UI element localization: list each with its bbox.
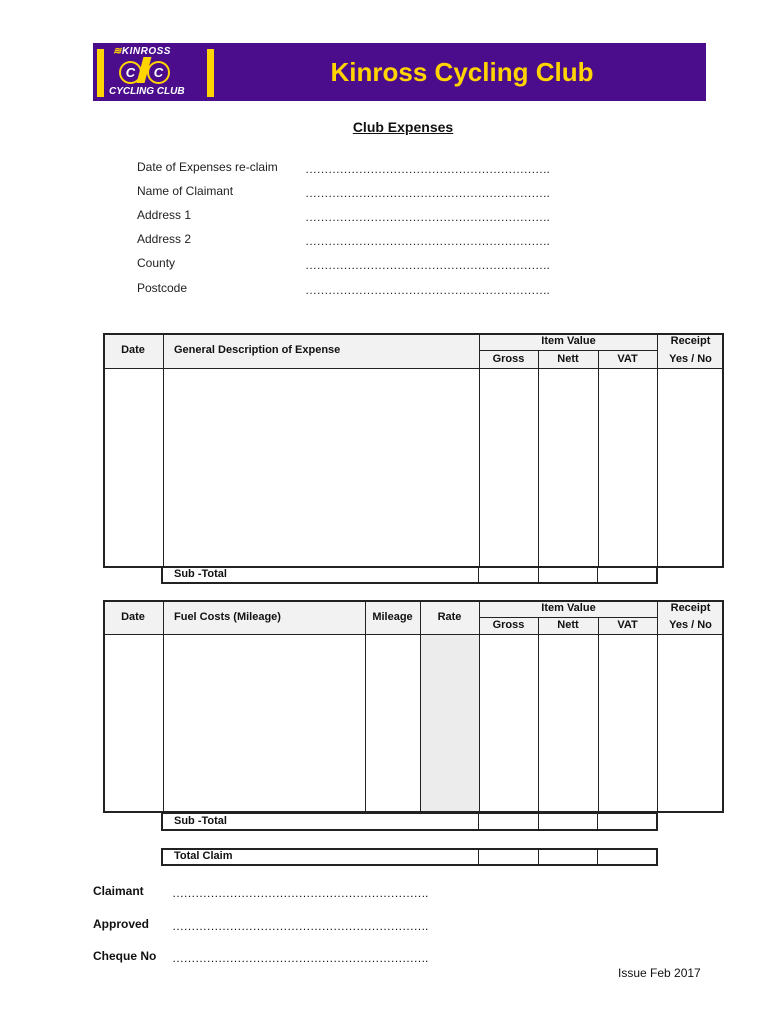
logo-wordmark-top: ≋KINROSS	[113, 46, 171, 57]
field-address-2-input[interactable]: ……………………………………………………….	[305, 234, 550, 248]
total-claim-label: Total Claim	[174, 850, 233, 862]
field-label-address-1: Address 1	[137, 208, 192, 222]
field-label-date: Date of Expenses re-claim	[137, 160, 278, 174]
fuel-table	[103, 600, 724, 813]
total-claim-row	[161, 848, 658, 866]
fuel-col-receipt: Receipt	[670, 602, 711, 614]
fuel-col-gross: Gross	[492, 619, 525, 631]
expense-col-description: General Description of Expense	[174, 344, 341, 356]
expense-col-date: Date	[121, 344, 145, 356]
field-date-input[interactable]: ……………………………………………………….	[305, 162, 550, 176]
approved-label: Approved	[93, 917, 150, 931]
expense-col-vat: VAT	[617, 353, 638, 365]
expense-col-item-value: Item Value	[541, 335, 596, 347]
logo-ring-right: C	[147, 61, 170, 84]
field-county-input[interactable]: ……………………………………………………….	[305, 258, 550, 272]
cheque-no-label: Cheque No	[93, 949, 157, 963]
logo-ring-left: C	[119, 61, 142, 84]
expense-col-receipt: Receipt	[670, 335, 711, 347]
expense-table	[103, 333, 724, 568]
fuel-col-date: Date	[121, 611, 145, 623]
field-label-claimant: Name of Claimant	[137, 184, 234, 198]
fuel-col-nett: Nett	[557, 619, 579, 631]
fuel-col-item-value: Item Value	[541, 602, 596, 614]
fuel-col-receipt-yes-no: Yes / No	[669, 619, 712, 631]
claimant-label: Claimant	[93, 884, 144, 898]
club-logo	[93, 43, 218, 101]
fuel-subtotal-row	[161, 812, 658, 831]
fuel-col-mileage: Mileage	[372, 611, 413, 623]
logo-bar-left	[97, 49, 104, 97]
claimant-signature-field[interactable]: ………………………………………………………….	[172, 886, 428, 900]
fuel-col-rate: Rate	[437, 611, 462, 623]
field-address-1-input[interactable]: ……………………………………………………….	[305, 210, 550, 224]
expense-col-receipt-yes-no: Yes / No	[669, 353, 712, 365]
field-label-county: County	[137, 256, 176, 270]
expense-col-gross: Gross	[492, 353, 525, 365]
field-postcode-input[interactable]: ……………………………………………………….	[305, 283, 550, 297]
issue-date: Issue Feb 2017	[618, 966, 701, 980]
logo-wordmark-bottom: CYCLING CLUB	[109, 86, 185, 97]
expense-subtotal-label: Sub -Total	[174, 568, 227, 580]
field-label-address-2: Address 2	[137, 232, 192, 246]
club-name: Kinross Cycling Club	[330, 57, 594, 87]
field-claimant-input[interactable]: ……………………………………………………….	[305, 186, 550, 200]
fuel-subtotal-label: Sub -Total	[174, 815, 227, 827]
expense-col-nett: Nett	[557, 353, 579, 365]
cheque-no-field[interactable]: ………………………………………………………….	[172, 951, 428, 965]
approved-signature-field[interactable]: ………………………………………………………….	[172, 919, 428, 933]
logo-bar-right	[207, 49, 214, 97]
fuel-col-fuel-costs: Fuel Costs (Mileage)	[174, 611, 281, 623]
form-title: Club Expenses	[352, 119, 454, 135]
field-label-postcode: Postcode	[137, 281, 188, 295]
fuel-col-vat: VAT	[617, 619, 638, 631]
expense-subtotal-row	[161, 566, 658, 584]
